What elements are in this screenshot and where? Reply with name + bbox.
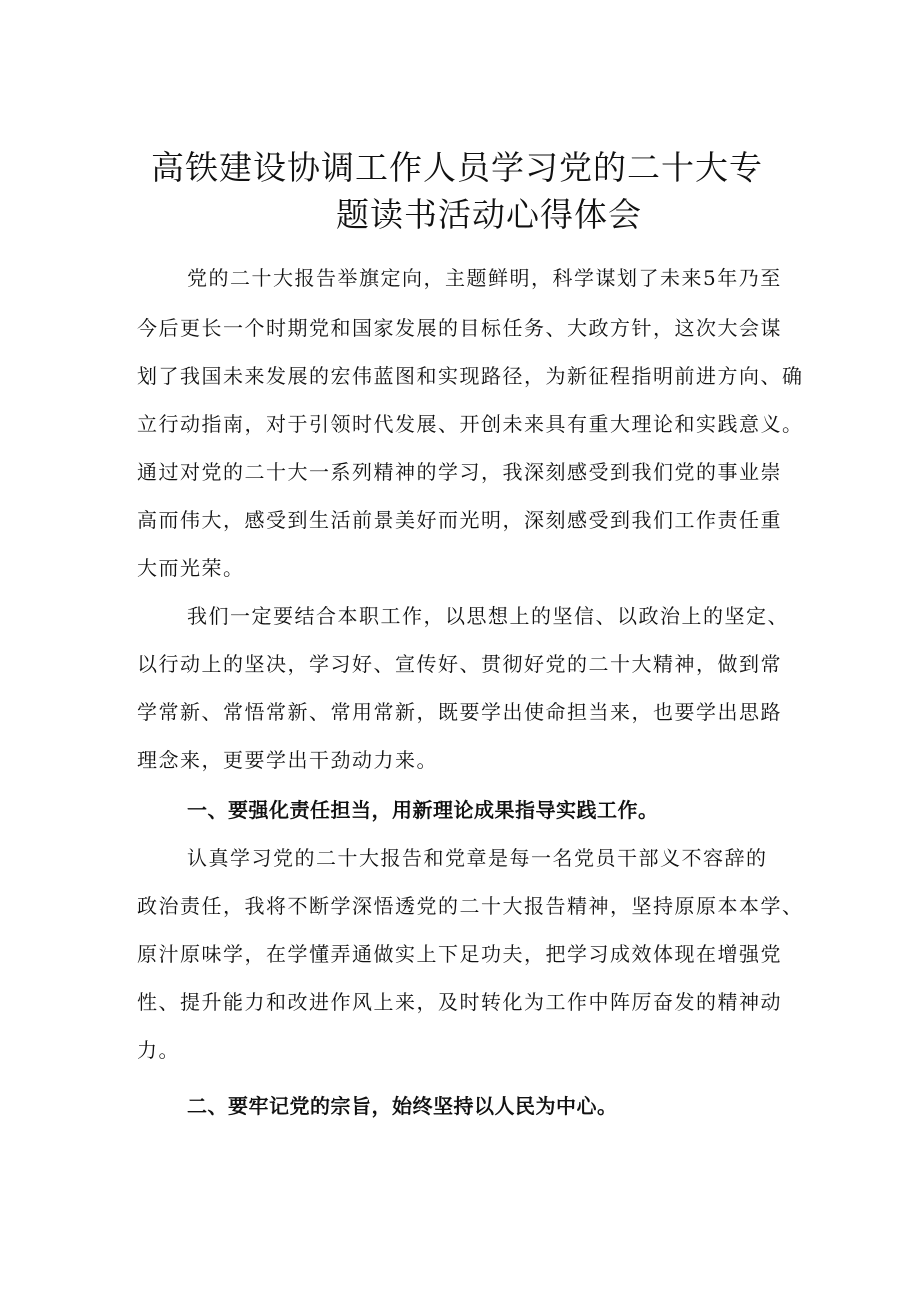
paragraph-3-line-2: 政治责任，我将不断学深悟透党的二十大报告精神，坚持原原本本学、 (137, 894, 804, 918)
section-heading-2: 二、要牢记党的宗旨，始终坚持以人民为中心。 (187, 1094, 618, 1118)
paragraph-2-line-2: 以行动上的坚决，学习好、宣传好、贯彻好党的二十大精神，做到常 (137, 652, 782, 676)
paragraph-1-line-4: 立行动指南，对于引领时代发展、开创未来具有重大理论和实践意义。 (137, 412, 804, 436)
paragraph-1-line-7: 大而光荣。 (137, 556, 245, 580)
section-heading-1: 一、要强化责任担当，用新理论成果指导实践工作。 (187, 798, 659, 822)
paragraph-3-line-1: 认真学习党的二十大报告和党章是每一名党员干部义不容辞的 (187, 846, 768, 870)
paragraph-3-line-4: 性、提升能力和改进作风上来，及时转化为工作中阵厉奋发的精神动 (137, 990, 782, 1014)
document-title-line-1: 高铁建设协调工作人员学习党的二十大专 (151, 148, 763, 187)
paragraph-2-line-4: 理念来，更要学出干劲动力来。 (137, 748, 438, 772)
paragraph-3-line-3: 原汁原味学，在学懂弄通做实上下足功夫，把学习成效体现在增强党 (137, 942, 782, 966)
paragraph-1-line-2: 今后更长一个时期党和国家发展的目标任务、大政方针，这次大会谋 (137, 316, 782, 340)
paragraph-1-line-5: 通过对党的二十大一系列精神的学习，我深刻感受到我们党的事业崇 (137, 460, 782, 484)
paragraph-2-line-3: 学常新、常悟常新、常用常新，既要学出使命担当来，也要学出思路 (137, 700, 782, 724)
paragraph-3-line-5: 力。 (137, 1038, 180, 1062)
paragraph-1-line-1: 党的二十大报告举旗定向，主题鲜明，科学谋划了未来5年乃至 (187, 266, 782, 290)
paragraph-1-line-6: 高而伟大，感受到生活前景美好而光明，深刻感受到我们工作责任重 (137, 508, 782, 532)
document-title-line-2: 题读书活动心得体会 (336, 195, 642, 234)
paragraph-2-line-1: 我们一定要结合本职工作，以思想上的坚信、以政治上的坚定、 (187, 604, 789, 628)
paragraph-1-line-3: 划了我国未来发展的宏伟蓝图和实现路径，为新征程指明前进方向、确 (137, 364, 804, 388)
